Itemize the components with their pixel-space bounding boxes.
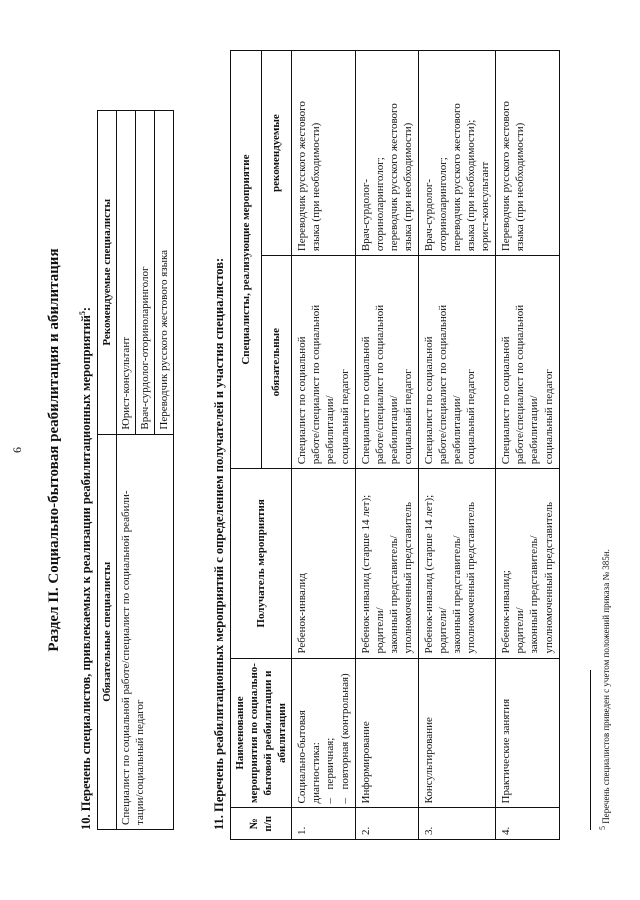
text-line: реабилитации/ — [387, 395, 400, 465]
page-number: 6 — [10, 447, 24, 453]
text-line: работе/специалист по социальной — [514, 304, 527, 465]
text-line: законный представитель/ — [528, 535, 541, 654]
recommended-specialists-header: Рекомендуемые специалисты — [98, 111, 117, 435]
text-line: Ребенок-инвалид; — [500, 570, 513, 654]
text-line: переводчик русского жестового — [451, 103, 464, 252]
text-line: работе/специалист по социальной — [373, 304, 386, 465]
text-line: Ребенок-инвалид (старше 14 лет); — [359, 494, 372, 654]
row-number: 3. — [418, 808, 495, 840]
recipient-cell — [292, 469, 355, 658]
required-specialists-cell — [418, 256, 495, 469]
text-line: языка (при необходимости) — [401, 122, 414, 252]
text-line: Ребенок-инвалид (старше 14 лет); — [422, 494, 435, 654]
recommended-header: рекомендуемые — [261, 51, 292, 256]
activity-name: Консультирование — [422, 717, 435, 804]
recipient-header: Получатель мероприятия — [231, 469, 292, 658]
text-line: Переводчик русского жестового — [296, 101, 309, 252]
specialists-header: Специалисты, реализующие мероприятие — [231, 51, 262, 469]
footnote-number: 5 — [598, 826, 607, 830]
text-line: языка (при необходимости) — [310, 122, 323, 252]
table-row — [292, 51, 355, 840]
text-line: работе/специалист по социальной — [437, 304, 450, 465]
activity-name-cell — [496, 658, 559, 808]
text-line: Специалист по социальной — [422, 336, 435, 465]
text-line: переводчик русского жестового — [387, 103, 400, 252]
activity-subitem: – первичная; — [323, 663, 337, 804]
text-line: уполномоченный представитель — [542, 502, 555, 654]
text-line: реабилитации/ — [451, 395, 464, 465]
text-line: тации/социальный педагог — [134, 699, 147, 825]
activity-name: Социально-бытовая диагностика: — [296, 710, 323, 804]
footnote-mark: 5 — [78, 311, 87, 316]
text-line: уполномоченный представитель — [401, 502, 414, 654]
activity-name-cell — [355, 658, 418, 808]
text-line: Специалист по социальной работе/специалист по социальной реабили- — [120, 490, 133, 825]
recipient-cell — [496, 469, 559, 658]
text-line: законный представитель/ — [451, 535, 464, 654]
text-line: Врач-сурдолог- — [422, 178, 435, 252]
text-line: законный представитель/ — [387, 535, 400, 654]
footnote-divider — [590, 670, 591, 830]
text-line: реабилитации/ — [528, 395, 541, 465]
table-row — [418, 51, 495, 840]
text-line: юрист-консультант — [479, 161, 492, 252]
activity-name: Информирование — [359, 721, 372, 804]
text-line: Переводчик русского жестового — [500, 101, 513, 252]
text-line: родители/ — [373, 607, 386, 654]
text-line: оториноларинголог; — [373, 157, 386, 252]
text-line: оториноларинголог; — [437, 157, 450, 252]
recommended-specialists-cell — [496, 51, 559, 256]
text-line: уполномоченный представитель — [465, 502, 478, 654]
text-line: родители/ — [514, 607, 527, 654]
activities-table-title: 11. Перечень реабилитационных мероприятий с определением получателей и участия специалистов: — [212, 257, 226, 830]
num-header: № п/п — [231, 808, 292, 840]
activity-name-cell — [418, 658, 495, 808]
text-line: социальный педагог — [338, 369, 351, 465]
required-header: обязательные — [261, 256, 292, 469]
required-specialists-cell — [355, 256, 418, 469]
text-line: работе/специалист по социальной — [310, 304, 323, 465]
recommended-specialist-cell: Переводчик русского жестового языка — [155, 111, 174, 435]
row-number: 2. — [355, 808, 418, 840]
text-line: языка (при необходимости) — [514, 122, 527, 252]
text-line: реабилитации/ — [324, 395, 337, 465]
specialists-table — [97, 110, 174, 830]
text-line: языка (при необходимости); — [465, 119, 478, 252]
activities-table — [230, 50, 560, 840]
activity-subitem: – повторная (контрольная) — [338, 663, 352, 804]
recipient-cell — [418, 469, 495, 658]
table-row — [496, 51, 559, 840]
table-row — [355, 51, 418, 840]
text-line: Специалист по социальной — [296, 336, 309, 465]
text-line: родители/ — [437, 607, 450, 654]
row-number: 4. — [496, 808, 559, 840]
required-specialists-cell — [496, 256, 559, 469]
row-number: 1. — [292, 808, 355, 840]
recommended-specialists-cell — [292, 51, 355, 256]
text-line: социальный педагог — [401, 369, 414, 465]
text-line: социальный педагог — [465, 369, 478, 465]
footnote-text: Перечень специалистов приведен с учетом положений приказа № 385н. — [601, 549, 611, 824]
required-specialists-header: Обязательные специалисты — [98, 434, 117, 829]
activity-name-cell — [292, 658, 355, 808]
recipient-cell — [355, 469, 418, 658]
section-title: Раздел II. Социально-бытовая реабилитация и абилитация — [46, 248, 62, 652]
activity-name: Практические занятия — [500, 698, 513, 804]
recommended-specialist-cell: Юрист-консультант — [117, 111, 136, 435]
text-line: социальный педагог — [542, 369, 555, 465]
specialists-table-title: 10. Перечень специалистов, привлекаемых к реализации реабилитационных мероприятий$^5$: — [78, 306, 94, 830]
footnote — [598, 549, 611, 830]
specialists-table-title-text: 10. Перечень специалистов, привлекаемых к реализации реабилитационных мероприятий — [79, 315, 94, 830]
recommended-specialists-cell — [355, 51, 418, 256]
text-line: Ребенок-инвалид — [296, 573, 309, 654]
recommended-specialist-cell: Врач-сурдолог-оториноларинголог — [136, 111, 155, 435]
text-line: Врач-сурдолог- — [359, 178, 372, 252]
required-specialists-cell — [292, 256, 355, 469]
required-specialists-cell — [117, 434, 174, 829]
activity-name-header: Наименование мероприятия по социально-бытовой реабилитации и абилитации — [231, 658, 292, 808]
recommended-specialists-cell — [418, 51, 495, 256]
text-line: Специалист по социальной — [359, 336, 372, 465]
text-line: Специалист по социальной — [500, 336, 513, 465]
